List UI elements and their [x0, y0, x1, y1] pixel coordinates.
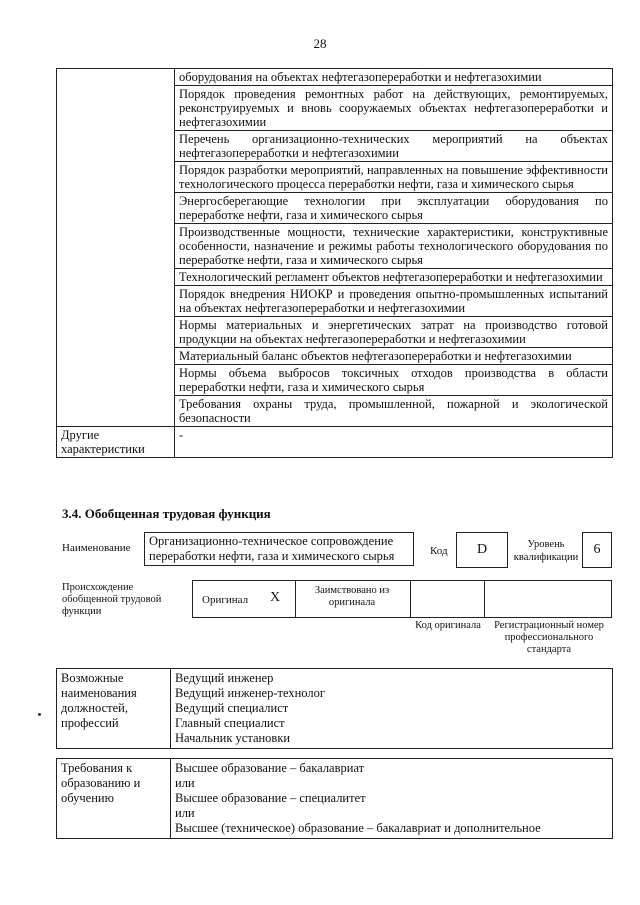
level-value-box: 6 — [582, 532, 612, 568]
positions-table — [56, 668, 613, 749]
section-heading: 3.4. Обобщенная трудовая функция — [62, 506, 271, 521]
positions-list — [171, 669, 613, 749]
education-list — [171, 759, 613, 839]
origin-label: Происхождение обобщенной трудовой функции — [62, 582, 162, 617]
knowledge-item: Энергосберегающие технологии при эксплуатации оборудования по переработке нефти, газа и химического сырья — [175, 193, 613, 224]
positions-label: Возможные наименования должностей, профессий — [57, 669, 171, 749]
knowledge-item: Порядок проведения ремонтных работ на действующих, ремонтируемых, реконструируемых и вновь сооружаемых объектах нефтегазопереработки и нефтегазохимии — [175, 86, 613, 131]
knowledge-item: Порядок внедрения НИОКР и проведения опытно-промышленных испытаний на объектах нефтегазопереработки и нефтегазохимии — [175, 286, 613, 317]
education-item: или — [175, 806, 195, 820]
code-value-box: D — [456, 532, 508, 568]
origin-divider — [484, 580, 485, 618]
knowledge-item: Перечень организационно-технических мероприятий на объектах нефтегазопереработки и нефтегазохимии — [175, 131, 613, 162]
knowledge-row — [57, 69, 613, 86]
page-number: 28 — [313, 36, 327, 51]
position-item: Ведущий специалист — [175, 701, 289, 715]
original-mark: X — [270, 590, 281, 605]
knowledge-item: Требования охраны труда, промышленной, пожарной и экологической безопасности — [175, 396, 613, 427]
knowledge-item: Производственные мощности, технические характеристики, конструктивные особенности, назначение и режимы работы технологического оборудования по переработке нефти, газа и химического сырья — [175, 224, 613, 269]
origin-divider — [295, 580, 296, 618]
knowledge-item: Материальный баланс объектов нефтегазопереработки и нефтегазохимии — [175, 348, 613, 365]
origin-divider — [410, 580, 411, 618]
education-item: или — [175, 776, 195, 790]
level-label: Уровень квалификации — [513, 539, 579, 563]
education-label: Требования к образованию и обучению — [57, 759, 171, 839]
name-label: Наименование — [62, 542, 131, 554]
education-item: Высшее образование – специалитет — [175, 791, 366, 805]
education-item: Высшее образование – бакалавриат — [175, 761, 365, 775]
education-item: Высшее (техническое) образование – бакалавриат и дополнительное — [175, 821, 541, 835]
knowledge-label-cell — [57, 69, 175, 427]
education-table — [56, 758, 613, 839]
knowledge-table — [56, 68, 613, 458]
function-name-box: Организационно-техническое сопровождение переработки нефти, газа и химического сырья — [144, 532, 414, 566]
margin-dot — [38, 713, 41, 716]
registration-caption: Регистрационный номер профессионального стандарта — [494, 620, 604, 655]
code-label: Код — [430, 545, 448, 557]
borrowed-label: Заимствовано из оригинала — [314, 585, 390, 608]
position-item: Главный специалист — [175, 716, 285, 730]
knowledge-item: Нормы объема выбросов токсичных отходов производства в области переработки нефти, газа и химического сырья — [175, 365, 613, 396]
knowledge-item: оборудования на объектах нефтегазопереработки и нефтегазохимии — [175, 69, 613, 86]
other-characteristics-row — [57, 427, 613, 458]
original-label: Оригинал — [202, 594, 249, 606]
position-item: Ведущий инженер — [175, 671, 274, 685]
knowledge-item: Порядок разработки мероприятий, направленных на повышение эффективности технологического процесса переработки нефти, газа и химического сырья — [175, 162, 613, 193]
other-characteristics-label: Другие характеристики — [57, 427, 175, 458]
position-item: Ведущий инженер-технолог — [175, 686, 325, 700]
position-item: Начальник установки — [175, 731, 291, 745]
knowledge-item: Технологический регламент объектов нефтегазопереработки и нефтегазохимии — [175, 269, 613, 286]
other-characteristics-value: - — [175, 427, 613, 458]
code-original-caption: Код оригинала — [415, 620, 481, 631]
knowledge-item: Нормы материальных и энергетических затрат на производство готовой продукции на объектах нефтегазопереработки и нефтегазохимии — [175, 317, 613, 348]
